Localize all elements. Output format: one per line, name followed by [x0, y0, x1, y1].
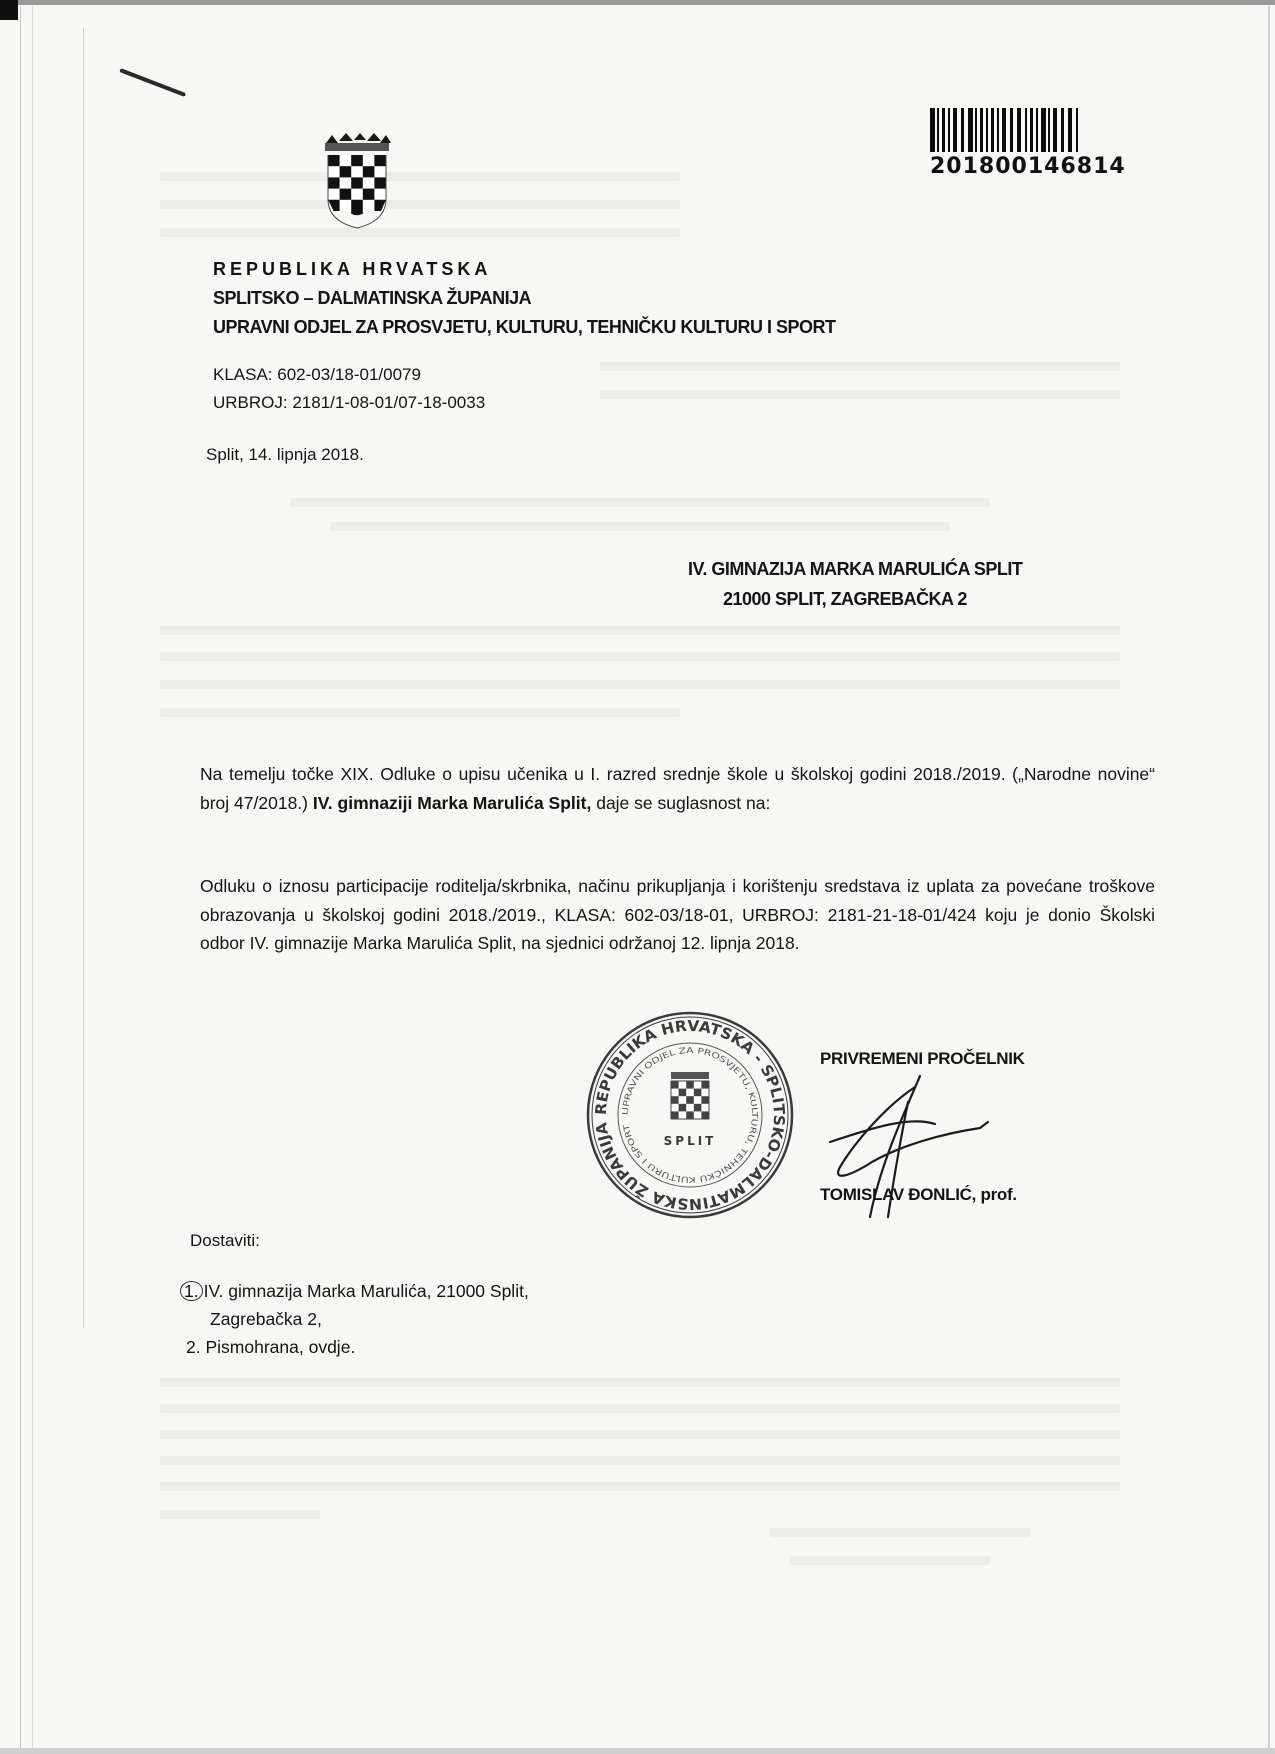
barcode [930, 108, 1145, 188]
barcode-bar [1048, 108, 1050, 152]
barcode-bar [937, 108, 939, 152]
document-date: Split, 14. lipnja 2018. [206, 445, 364, 464]
stamp-inner-text: UPRAVNI ODJEL ZA PROSVJETU, KULTURU, TEHNIČKU KULTURU I SPORT [620, 1045, 760, 1185]
croatian-coat-of-arms-icon [322, 133, 392, 229]
barcode-bar [942, 108, 945, 152]
delivery-item-2 [186, 1336, 355, 1358]
header-state: REPUBLIKA HRVATSKA [213, 259, 492, 279]
recipient-address: 21000 SPLIT, ZAGREBAČKA 2 [723, 589, 967, 609]
barcode-bar [1068, 108, 1072, 152]
barcode-bar [1036, 108, 1038, 152]
paragraph-1-end: daje se suglasnost na: [591, 792, 771, 813]
barcode-bar [1025, 108, 1027, 152]
barcode-bar [961, 108, 964, 152]
page-edge [1268, 6, 1270, 1754]
barcode-bar [1061, 108, 1064, 152]
body-paragraph-1 [200, 760, 1155, 818]
barcode-bar [1041, 108, 1046, 152]
official-stamp [585, 1010, 795, 1220]
stamp-coat-of-arms-icon [671, 1072, 709, 1119]
delivery-item-1 [180, 1280, 529, 1302]
delivery-item-2-number: 2. [186, 1337, 201, 1357]
scan-top-edge [0, 0, 1275, 5]
reference-klasa: KLASA: 602-03/18-01/0079 [213, 365, 421, 384]
reference-urbroj: URBROJ: 2181/1-08-01/07-18-0033 [213, 393, 486, 412]
recipient-name: IV. GIMNAZIJA MARKA MARULIĆA SPLIT [688, 559, 1023, 579]
page-edge [0, 1748, 1275, 1754]
barcode-bar [986, 108, 988, 152]
scan-corner-mark [0, 0, 18, 20]
barcode-bar [1076, 108, 1078, 152]
barcode-bar [975, 108, 977, 152]
paragraph-1-school: IV. gimnaziji Marka Marulića Split, [312, 792, 592, 813]
barcode-bar [980, 108, 983, 152]
stamp-city: SPLIT [663, 1134, 717, 1148]
header-department: UPRAVNI ODJEL ZA PROSVJETU, KULTURU, TEHNIČKU KULTURU I SPORT [213, 317, 836, 337]
delivery-item-1-line2: Zagrebačka 2, [210, 1309, 322, 1329]
barcode-bar [968, 108, 973, 152]
delivery-item-1-line1: IV. gimnazija Marka Marulića, 21000 Split, [203, 1281, 529, 1301]
header-county: SPLITSKO – DALMATINSKA ŽUPANIJA [213, 288, 532, 308]
barcode-bar [948, 108, 950, 152]
barcode-bar [1010, 108, 1013, 152]
signatory-name: TOMISLAV ĐONLIĆ, prof. [820, 1185, 1017, 1204]
delivery-item-2-line1: Pismohrana, ovdje. [205, 1337, 356, 1357]
pen-mark [119, 68, 186, 97]
barcode-bar [930, 108, 935, 152]
barcode-bar [1053, 108, 1057, 152]
delivery-item-1-number: 1. [180, 1281, 203, 1301]
signatory-title: PRIVREMENI PROČELNIK [820, 1049, 1025, 1068]
page-edge [20, 6, 21, 1754]
barcode-bar [1030, 108, 1033, 152]
barcode-bar [953, 108, 957, 152]
delivery-label: Dostaviti: [190, 1231, 260, 1250]
barcode-bars [930, 108, 1145, 152]
body-paragraph-2: Odluku o iznosu participacije roditelja/skrbnika, načinu prikupljanja i korištenju sredstava iz uplata za povećane troškove obrazovanja u školskoj godini 2018./2019., KLASA: 602-03/18-01, URBROJ: 2181-21-18-01/424 koju je donio Školski odbor IV. gimnazije Marka Marulića Split, na sjednici održanoj 12. lipnja 2018. [200, 876, 1155, 953]
barcode-bar [1002, 108, 1006, 152]
page-edge [32, 6, 33, 1754]
margin-line [83, 28, 84, 1328]
barcode-bar [1017, 108, 1021, 152]
barcode-bar [991, 108, 994, 152]
stamp-outer-text: REPUBLIKA HRVATSKA - SPLITSKO-DALMATINSKA ŽUPANIJA [591, 1016, 789, 1214]
paragraph-1-start: Na temelju točke XIX. Odluke o upisu učenika u I. razred srednje škole u školskoj godini 2018./2019. („Narodne novine“ broj 47/2018.) [200, 764, 1155, 813]
barcode-bar [997, 108, 999, 152]
barcode-number: 201800146814 [930, 154, 1126, 179]
